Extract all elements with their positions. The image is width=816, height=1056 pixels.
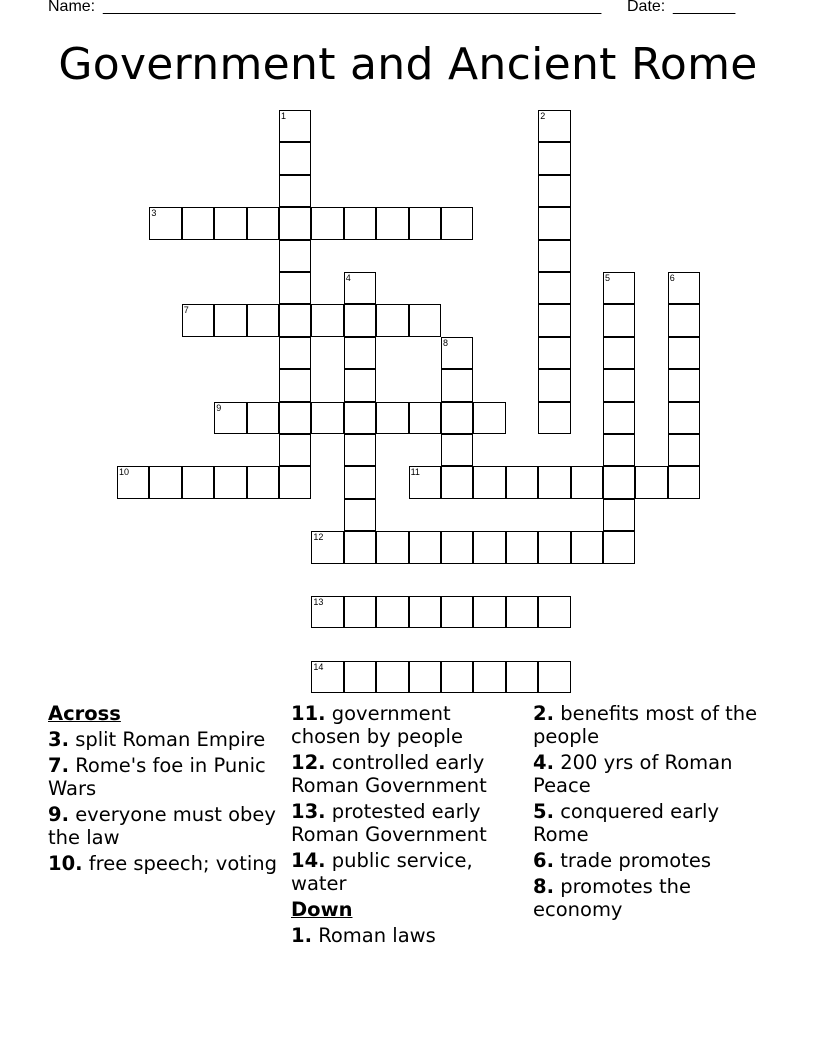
grid-cell[interactable] bbox=[441, 369, 473, 401]
grid-cell[interactable] bbox=[344, 531, 376, 563]
grid-cell[interactable] bbox=[538, 142, 570, 174]
grid-cell[interactable] bbox=[603, 531, 635, 563]
grid-cell[interactable] bbox=[311, 531, 343, 563]
clue-down-1: 1. Roman laws bbox=[291, 924, 436, 947]
grid-cell[interactable] bbox=[311, 596, 343, 628]
cell-number: 2 bbox=[540, 111, 546, 121]
clue-down-4: 4. 200 yrs of Roman Peace bbox=[533, 751, 733, 797]
grid-cell[interactable] bbox=[182, 466, 214, 498]
grid-cell[interactable] bbox=[668, 272, 700, 304]
grid-cell[interactable] bbox=[538, 369, 570, 401]
clue-across-3: 3. split Roman Empire bbox=[48, 728, 266, 751]
cell-number: 8 bbox=[443, 337, 449, 348]
grid-cell[interactable] bbox=[344, 304, 376, 336]
grid-cell[interactable] bbox=[538, 272, 570, 304]
grid-cell[interactable] bbox=[344, 207, 376, 239]
grid-cell[interactable] bbox=[149, 466, 181, 498]
grid-cell[interactable] bbox=[409, 304, 441, 336]
grid-cell[interactable] bbox=[344, 661, 376, 693]
grid-cell[interactable] bbox=[668, 402, 700, 434]
grid-cell[interactable] bbox=[571, 466, 603, 498]
grid-cell[interactable] bbox=[149, 207, 181, 239]
grid-cell[interactable] bbox=[441, 661, 473, 693]
grid-cell[interactable] bbox=[538, 207, 570, 239]
grid-cell[interactable] bbox=[247, 207, 279, 239]
grid-cell[interactable] bbox=[538, 240, 570, 272]
grid-cell[interactable] bbox=[376, 596, 408, 628]
down-heading: Down bbox=[291, 898, 353, 921]
clue-down-8: 8. promotes the economy bbox=[533, 875, 692, 921]
grid-cell[interactable] bbox=[279, 304, 311, 336]
grid-cell[interactable] bbox=[538, 596, 570, 628]
clue-across-12: 12. controlled early Roman Government bbox=[291, 751, 487, 797]
clue-down-2: 2. benefits most of the people bbox=[533, 702, 758, 748]
grid-cell[interactable] bbox=[279, 110, 311, 142]
grid-cell[interactable] bbox=[214, 402, 246, 434]
grid-cell[interactable] bbox=[214, 466, 246, 498]
grid-cell[interactable] bbox=[506, 661, 538, 693]
grid-cell[interactable] bbox=[409, 596, 441, 628]
grid-cell[interactable] bbox=[668, 369, 700, 401]
clue-column-1 bbox=[48, 702, 280, 878]
clue-across-14: 14. public service, water bbox=[291, 849, 473, 895]
grid-cell[interactable] bbox=[279, 207, 311, 239]
grid-cell[interactable] bbox=[279, 434, 311, 466]
grid-cell[interactable] bbox=[409, 207, 441, 239]
grid-cell[interactable] bbox=[506, 596, 538, 628]
grid-cell[interactable] bbox=[409, 531, 441, 563]
grid-cell[interactable] bbox=[538, 466, 570, 498]
grid-cell[interactable] bbox=[214, 304, 246, 336]
grid-cell[interactable] bbox=[538, 661, 570, 693]
cell-number: 5 bbox=[605, 273, 611, 283]
grid-cell[interactable] bbox=[376, 304, 408, 336]
grid-cell[interactable] bbox=[409, 402, 441, 434]
grid-cell[interactable] bbox=[538, 402, 570, 434]
grid-cell[interactable] bbox=[441, 596, 473, 628]
grid-cell[interactable] bbox=[473, 466, 505, 498]
grid-cell[interactable] bbox=[247, 466, 279, 498]
grid-cell[interactable] bbox=[668, 337, 700, 369]
cell-number: 10 bbox=[119, 467, 130, 478]
grid-cell[interactable] bbox=[538, 531, 570, 563]
cell-number: 13 bbox=[313, 597, 324, 607]
grid-cell[interactable] bbox=[279, 369, 311, 401]
clue-column-3 bbox=[533, 702, 773, 924]
grid-cell[interactable] bbox=[376, 531, 408, 563]
clue-column-2 bbox=[291, 702, 525, 950]
page-title: Government and Ancient Rome bbox=[58, 39, 758, 90]
name-line: ________________________________________________________ bbox=[103, 0, 602, 15]
cell-number: 11 bbox=[410, 467, 420, 478]
clue-across-9: 9. everyone must obey the law bbox=[48, 803, 276, 849]
grid-cell[interactable] bbox=[538, 110, 570, 142]
grid-cell[interactable] bbox=[603, 402, 635, 434]
grid-cell[interactable] bbox=[279, 240, 311, 272]
grid-cell[interactable] bbox=[344, 499, 376, 531]
cell-number: 14 bbox=[313, 661, 324, 672]
grid-cell[interactable] bbox=[409, 661, 441, 693]
grid-cell[interactable] bbox=[311, 402, 343, 434]
date-label: Date: bbox=[627, 0, 666, 15]
grid-cell[interactable] bbox=[279, 466, 311, 498]
grid-cell[interactable] bbox=[441, 434, 473, 466]
grid-cell[interactable] bbox=[247, 304, 279, 336]
grid-cell[interactable] bbox=[603, 337, 635, 369]
grid-cell[interactable] bbox=[344, 466, 376, 498]
cell-number: 12 bbox=[313, 532, 324, 543]
grid-cell[interactable] bbox=[668, 434, 700, 466]
grid-cell[interactable] bbox=[409, 466, 441, 498]
grid-cell[interactable] bbox=[473, 661, 505, 693]
clue-across-7: 7. Rome's foe in Punic Wars bbox=[48, 754, 266, 800]
grid-cell[interactable] bbox=[668, 466, 700, 498]
grid-cell[interactable] bbox=[506, 531, 538, 563]
grid-cell[interactable] bbox=[214, 207, 246, 239]
name-label: Name: bbox=[48, 0, 96, 15]
grid-cell[interactable] bbox=[441, 337, 473, 369]
grid-cell[interactable] bbox=[376, 207, 408, 239]
grid-cell[interactable] bbox=[279, 142, 311, 174]
grid-cell[interactable] bbox=[279, 272, 311, 304]
grid-cell[interactable] bbox=[279, 337, 311, 369]
grid-cell[interactable] bbox=[603, 434, 635, 466]
grid-cell[interactable] bbox=[538, 175, 570, 207]
grid-cell[interactable] bbox=[506, 466, 538, 498]
grid-cell[interactable] bbox=[279, 402, 311, 434]
clue-down-6: 6. trade promotes bbox=[533, 849, 711, 872]
grid-cell[interactable] bbox=[473, 531, 505, 563]
grid-cell[interactable] bbox=[344, 272, 376, 304]
grid-cell[interactable] bbox=[571, 531, 603, 563]
cell-number: 4 bbox=[345, 273, 351, 283]
grid-cell[interactable] bbox=[279, 175, 311, 207]
grid-cell[interactable] bbox=[344, 369, 376, 401]
grid-cell[interactable] bbox=[344, 337, 376, 369]
date-line: _______ bbox=[673, 0, 736, 15]
cell-number: 3 bbox=[151, 208, 157, 219]
grid-cell[interactable] bbox=[538, 304, 570, 336]
grid-cell[interactable] bbox=[311, 207, 343, 239]
grid-cell[interactable] bbox=[441, 402, 473, 434]
clue-across-11: 11. government chosen by people bbox=[291, 702, 463, 748]
grid-cell[interactable] bbox=[376, 661, 408, 693]
across-heading: Across bbox=[48, 702, 121, 725]
grid-cell[interactable] bbox=[117, 466, 149, 498]
grid-cell[interactable] bbox=[668, 304, 700, 336]
grid-cell[interactable] bbox=[603, 369, 635, 401]
grid-cell[interactable] bbox=[603, 272, 635, 304]
cell-number: 9 bbox=[216, 402, 222, 413]
grid-cell[interactable] bbox=[344, 596, 376, 628]
cell-number: 6 bbox=[669, 273, 675, 283]
grid-cell[interactable] bbox=[603, 304, 635, 336]
grid-cell[interactable] bbox=[635, 466, 667, 498]
grid-cell[interactable] bbox=[182, 304, 214, 336]
grid-cell[interactable] bbox=[182, 207, 214, 239]
clue-across-13: 13. protested early Roman Government bbox=[291, 800, 487, 846]
grid-cell[interactable] bbox=[376, 402, 408, 434]
cell-number: 1 bbox=[281, 111, 287, 121]
clue-down-5: 5. conquered early Rome bbox=[533, 800, 720, 846]
grid-cell[interactable] bbox=[603, 466, 635, 498]
grid-cell[interactable] bbox=[473, 596, 505, 628]
grid-cell[interactable] bbox=[311, 304, 343, 336]
grid-cell[interactable] bbox=[311, 661, 343, 693]
grid-cell[interactable] bbox=[603, 499, 635, 531]
grid-cell[interactable] bbox=[441, 207, 473, 239]
grid-cell[interactable] bbox=[344, 434, 376, 466]
grid-cell[interactable] bbox=[538, 337, 570, 369]
clue-across-10: 10. free speech; voting bbox=[48, 852, 278, 875]
grid-cell[interactable] bbox=[441, 531, 473, 563]
grid-cell[interactable] bbox=[344, 402, 376, 434]
cell-number: 7 bbox=[183, 305, 189, 316]
grid-cell[interactable] bbox=[441, 466, 473, 498]
grid-cell[interactable] bbox=[247, 402, 279, 434]
grid-cell[interactable] bbox=[473, 402, 505, 434]
